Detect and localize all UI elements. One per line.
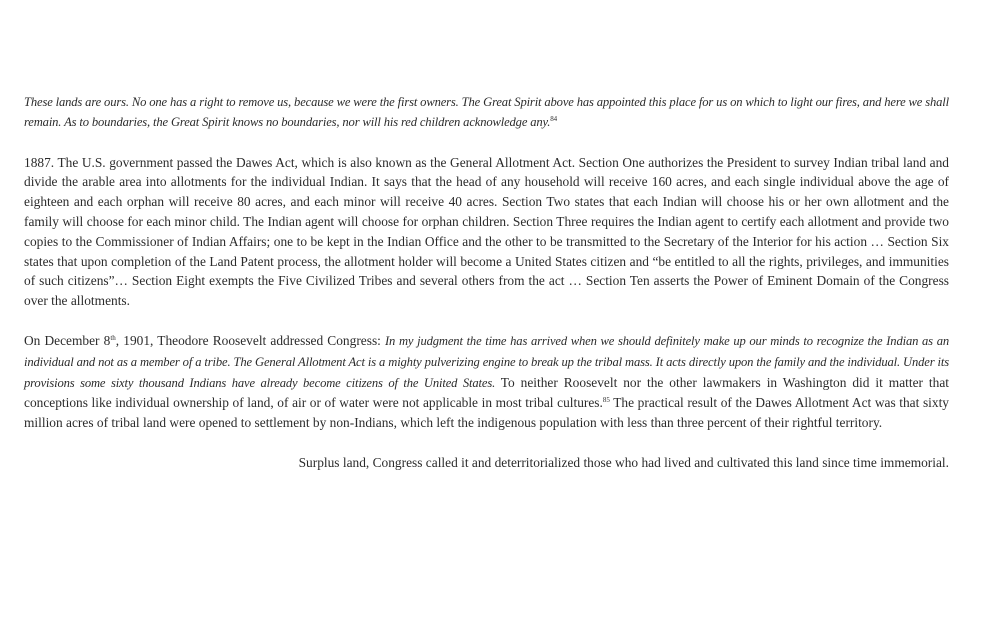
footnote-marker-84: 84 — [550, 114, 557, 123]
opening-quote-text: These lands are ours. No one has a right to remove us, because we were the first owners. The Great Spirit above has appointed this place for us on which to light our fires, and here we shall remain. As to boundaries, the Great Spirit knows no boundaries, nor will his red children acknowledge any. — [24, 95, 949, 129]
dawes-act-paragraph — [24, 153, 949, 311]
opening-quote — [24, 93, 949, 133]
roosevelt-quote: In my judgment the time has arrived when we should definitely make up our minds to recognize the Indian as an individual and not as a member of a tribe. The General Allotment Act is a mighty pulverizing engine to break up the tribal mass. It acts directly upon the family and the individual. Under its provisions some sixty thousand Indians have already become citizens of the United States. — [24, 333, 949, 390]
date-ordinal-suffix: th — [110, 333, 116, 342]
roosevelt-paragraph — [24, 331, 949, 433]
roosevelt-commentary-rest: The practical result of the Dawes Allotment Act was that sixty million acres of tribal land were opened to settlement by non-Indians, which left the indigenous population with less than three percent of their rightful territory. — [24, 395, 949, 431]
footnote-marker-85: 85 — [602, 396, 610, 405]
dawes-act-text: 1887. The U.S. government passed the Dawes Act, which is also known as the General Allotment Act. Section One authorizes the President to survey Indian tribal land and divide the arable area into allotments for the individual Indian. It says that the head of any household will receive 160 acres, and each single individual above the age of eighteen and each orphan will receive 80 acres, and each minor will receive 40 acres. Section Two states that each Indian will choose his or her own allotment and the family will choose for each minor child. The Indian agent will choose for orphan children. Section Three requires the Indian agent to certify each allotment and provide two copies to the Commissioner of Indian Affairs; one to be kept in the Indian Office and the other to be transmitted to the Secretary of the Interior for his action … Section Six states that upon completion of the Land Patent process, the allotment holder will become a United States citizen and “be entitled to all the rights, privileges, and immunities of such citizens”… Section Eight exempts the Five Civilized Tribes and several others from the act … Section Ten asserts the Power of Eminent Domain of the Congress over the allotments. — [24, 154, 949, 309]
closing-line-text: Surplus land, Congress called it and deterritorialized those who had lived and cultivated this land since time immemorial. — [298, 454, 949, 470]
document-page — [24, 93, 949, 473]
closing-line — [24, 453, 949, 473]
roosevelt-commentary: To neither Roosevelt nor the other lawmakers in Washington did it matter that conceptions like individual ownership of land, of air or of water were not applicable in most tribal cultures. — [24, 374, 949, 411]
roosevelt-intro: On December 8 — [24, 332, 111, 348]
roosevelt-intro-rest: , 1901, Theodore Roosevelt addressed Congress: — [115, 332, 385, 348]
